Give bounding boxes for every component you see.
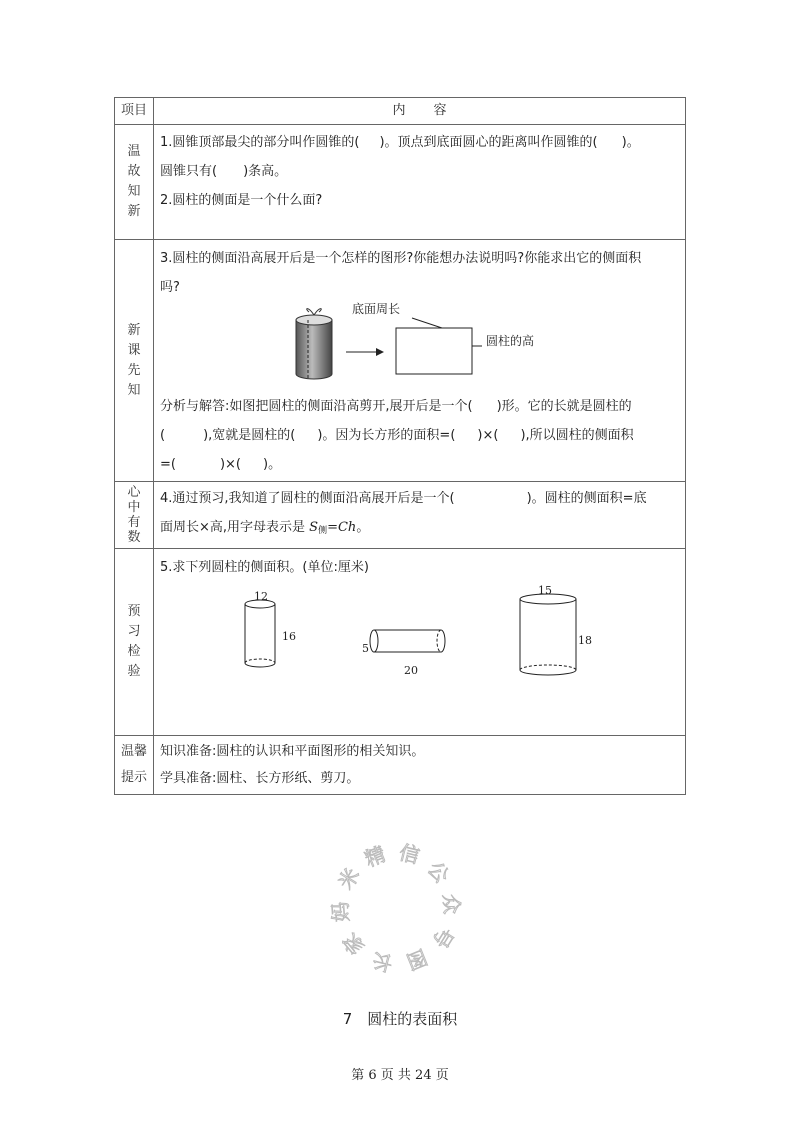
formula-s: S [309, 520, 319, 535]
header-col1 [115, 98, 154, 125]
cyl3-height: 18 [578, 634, 592, 647]
row-review-content [154, 125, 686, 240]
ana1-b: )形。它的长就是圆柱的 [496, 399, 632, 414]
row-tips [115, 736, 686, 795]
row-review [115, 125, 686, 240]
cylinder-2 [370, 630, 445, 652]
question-5: 5.求下列圆柱的侧面积。(单位:厘米) [160, 560, 369, 575]
ana2-c: )。因为长方形的面积=( [317, 428, 456, 443]
ana2-d: )×( [477, 428, 499, 443]
q1-part-e: )条高。 [243, 164, 288, 179]
label-base-circumference: 底面周长 [352, 302, 401, 316]
watermark-stamp [326, 838, 466, 978]
cyl1-height: 16 [282, 630, 296, 643]
unfold-figure [160, 302, 679, 392]
stamp-char: 精 [361, 841, 389, 872]
cyl2-length: 20 [404, 664, 418, 677]
section-title: 7 圆柱的表面积 [342, 1010, 458, 1028]
stamp-char: 图 [403, 944, 431, 975]
ana2-e: ),所以圆柱的侧面积 [520, 428, 634, 443]
row-tips-label-b: 提示 [120, 770, 147, 785]
q1-part-a: 1.圆锥顶部最尖的部分叫作圆锥的( [160, 135, 360, 150]
row-check-content [154, 549, 686, 736]
row-preview-content [154, 240, 686, 482]
question-1 [160, 128, 679, 157]
stamp-char: 米 [333, 863, 365, 894]
ana2-a: ( [160, 428, 166, 443]
row-preview [115, 240, 686, 482]
header-content-label-a: 内 [392, 103, 406, 118]
formula-sub: 侧 [318, 526, 328, 536]
question-4 [160, 484, 679, 513]
stamp-char: 妈 [327, 901, 354, 923]
q1-part-d: 圆锥只有( [160, 164, 218, 179]
stamp-char: 众 [438, 893, 465, 915]
q4-a: 4.通过预习,我知道了圆柱的侧面沿高展开后是一个( [160, 491, 455, 506]
question-4-cont [160, 513, 679, 546]
row-summary-label: 心中有数 [127, 485, 141, 545]
unfold-diagram [154, 302, 714, 392]
row-tips-content [154, 736, 686, 795]
q4-d: 。 [356, 520, 370, 535]
watermark-ring [326, 838, 466, 978]
ana1-a: 分析与解答:如图把圆柱的侧面沿高剪开,展开后是一个( [160, 399, 473, 414]
question-3: 3.圆柱的侧面沿高展开后是一个怎样的图形?你能想办法说明吗?你能求出它的侧面积 [160, 251, 642, 266]
ana3-b: )×( [219, 457, 242, 472]
cylinder-3 [520, 594, 576, 675]
cyl1-diameter: 12 [254, 590, 268, 603]
row-check-label: 预习检验 [127, 604, 141, 679]
q1-part-b: )。顶点到底面圆心的距离叫作圆锥的( [379, 135, 598, 150]
row-summary-label-cell [115, 482, 154, 549]
unfolded-rectangle [396, 328, 472, 374]
row-tips-label-a: 温馨 [120, 744, 147, 759]
header-content-label-b: 容 [433, 103, 447, 118]
stamp-char: 长 [369, 947, 396, 976]
row-summary [115, 482, 686, 549]
question-3-cont: 吗? [160, 280, 180, 295]
stamp-char: 公 [422, 856, 455, 888]
worksheet-table [114, 97, 686, 795]
header-item-label: 项目 [120, 103, 147, 118]
row-check [115, 549, 686, 736]
arrow-right-icon [346, 348, 384, 356]
ana2-b: ),宽就是圆柱的( [203, 428, 296, 443]
ana3-c: )。 [263, 457, 282, 472]
header-row [115, 98, 686, 125]
label-cylinder-height: 圆柱的高 [486, 334, 535, 348]
row-preview-label: 新课先知 [127, 322, 141, 398]
ana3-a: =( [160, 457, 176, 472]
analysis-line-2 [160, 421, 679, 450]
header-col2 [154, 98, 686, 125]
row-check-label-cell [115, 549, 154, 736]
row-review-label-cell [115, 125, 154, 240]
q4-b: )。圆柱的侧面积=底 [526, 491, 647, 506]
cylinders-diagram [154, 582, 694, 692]
analysis-line-1 [160, 392, 679, 421]
analysis-line-3 [160, 450, 679, 479]
question-2: 2.圆柱的侧面是一个什么面? [160, 193, 323, 208]
row-tips-label-cell [115, 736, 154, 795]
page-number: 第 6 页 共 24 页 [351, 1068, 449, 1083]
stamp-char: 家 [337, 928, 370, 960]
tip-knowledge: 知识准备:圆柱的认识和平面图形的相关知识。 [160, 744, 425, 759]
stamp-char: 号 [427, 922, 459, 953]
question-1-cont [160, 157, 679, 186]
tip-tools: 学具准备:圆柱、长方形纸、剪刀。 [160, 771, 360, 786]
cylinder-icon [296, 309, 332, 379]
row-preview-label-cell [115, 240, 154, 482]
q4-c: 面周长×高,用字母表示是 [160, 520, 306, 535]
formula [309, 520, 356, 535]
stamp-char: 信 [396, 840, 423, 869]
row-review-label: 温故知新 [127, 144, 141, 219]
cyl3-diameter: 15 [538, 584, 552, 597]
cyl2-diameter: 5 [362, 642, 369, 655]
q1-part-c: )。 [621, 135, 640, 150]
row-summary-content [154, 482, 686, 549]
cylinders-figure [160, 582, 679, 692]
formula-rest: =Ch [327, 520, 357, 535]
